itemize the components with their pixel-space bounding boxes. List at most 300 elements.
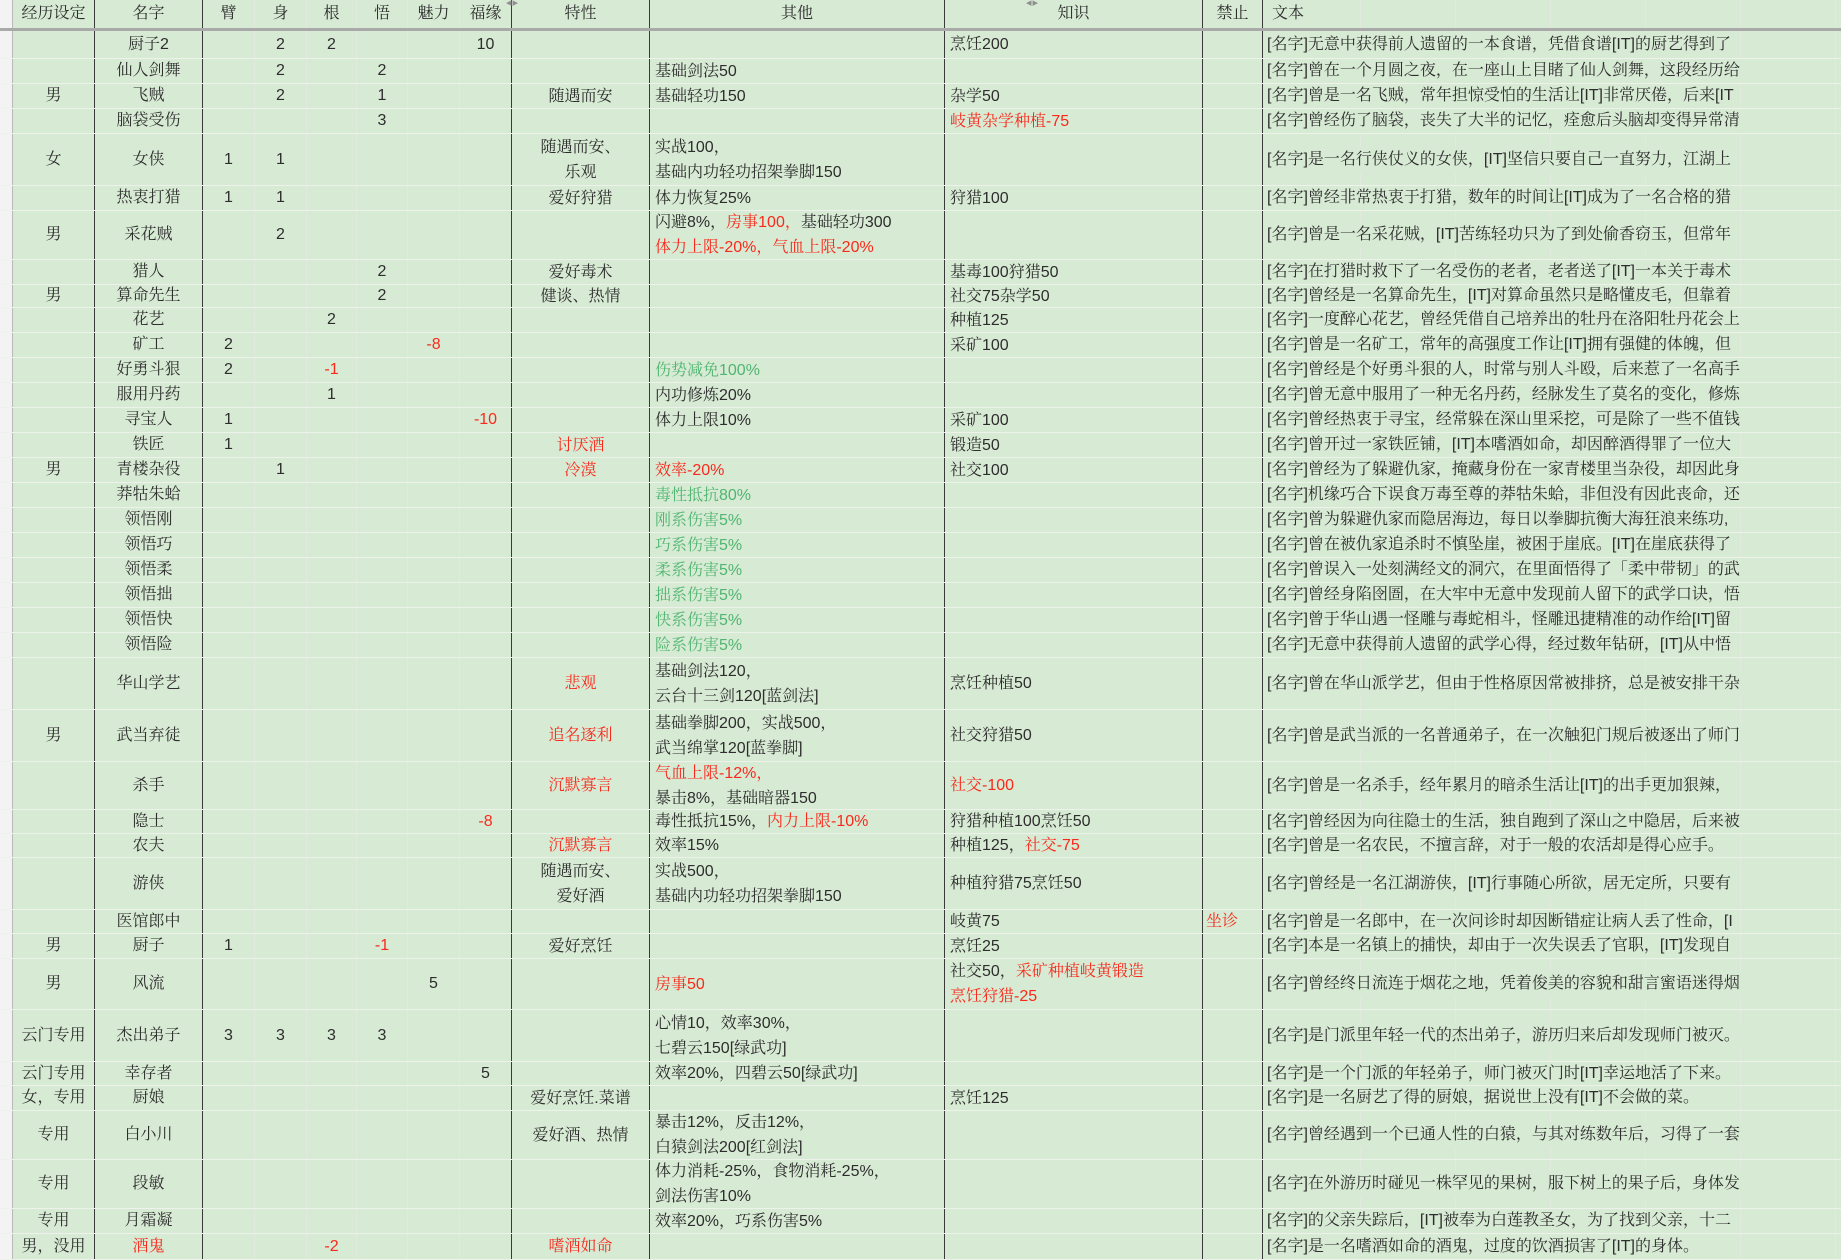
cell-setting[interactable] (13, 583, 95, 607)
cell-forbidden[interactable] (1203, 1234, 1263, 1259)
cell-forbidden[interactable] (1203, 109, 1263, 133)
cell-root[interactable]: 2 (307, 308, 357, 332)
cell-text[interactable] (1263, 762, 1841, 809)
cell-setting[interactable] (13, 633, 95, 657)
cell-setting[interactable]: 女 (13, 134, 95, 185)
cell-other[interactable] (650, 308, 945, 332)
cell-charm[interactable] (408, 858, 460, 909)
cell-charm[interactable] (408, 810, 460, 833)
cell-knowledge[interactable]: 社交75杂学50 (945, 285, 1203, 307)
cell-body[interactable] (255, 1160, 307, 1208)
cell-root[interactable] (307, 134, 357, 185)
cell-name[interactable]: 服用丹药 (95, 383, 203, 407)
cell-arm[interactable] (203, 59, 255, 83)
cell-knowledge[interactable]: 烹饪125 (945, 1086, 1203, 1110)
cell-name[interactable]: 女侠 (95, 134, 203, 185)
cell-setting[interactable] (13, 810, 95, 833)
cell-setting[interactable]: 男 (13, 710, 95, 761)
cell-luck[interactable] (460, 458, 512, 482)
cell-trait[interactable] (512, 508, 650, 532)
cell-text[interactable] (1263, 211, 1841, 259)
cell-knowledge[interactable]: 基毒100狩猎50 (945, 260, 1203, 284)
cell-setting[interactable]: 专用 (13, 1111, 95, 1159)
cell-root[interactable] (307, 810, 357, 833)
cell-other[interactable]: 快系伤害5% (650, 608, 945, 632)
cell-name[interactable]: 月霜凝 (95, 1209, 203, 1233)
cell-trait[interactable] (512, 109, 650, 133)
cell-arm[interactable] (203, 533, 255, 557)
cell-other[interactable]: 柔系伤害5% (650, 558, 945, 582)
cell-text[interactable] (1263, 858, 1841, 909)
cell-name[interactable]: 寻宝人 (95, 408, 203, 432)
cell-name[interactable]: 武当弃徒 (95, 710, 203, 761)
cell-text[interactable] (1263, 84, 1841, 108)
cell-luck[interactable] (460, 533, 512, 557)
cell-charm[interactable] (408, 308, 460, 332)
cell-name[interactable]: 铁匠 (95, 433, 203, 457)
cell-body[interactable] (255, 285, 307, 307)
cell-luck[interactable] (460, 1086, 512, 1110)
cell-root[interactable] (307, 608, 357, 632)
cell-knowledge[interactable] (945, 211, 1203, 259)
cell-setting[interactable] (13, 358, 95, 382)
header-text[interactable]: 文本 (1263, 0, 1841, 28)
cell-text[interactable] (1263, 834, 1841, 857)
cell-trait[interactable]: 沉默寡言 (512, 762, 650, 809)
cell-luck[interactable] (460, 762, 512, 809)
cell-root[interactable] (307, 1160, 357, 1208)
cell-arm[interactable] (203, 959, 255, 1009)
cell-comprehension[interactable] (357, 858, 408, 909)
cell-arm[interactable] (203, 483, 255, 507)
cell-text[interactable] (1263, 810, 1841, 833)
cell-name[interactable]: 采花贼 (95, 211, 203, 259)
header-charm[interactable]: 魅力 (408, 0, 460, 28)
cell-body[interactable] (255, 1062, 307, 1085)
cell-body[interactable] (255, 608, 307, 632)
cell-name[interactable]: 仙人剑舞 (95, 59, 203, 83)
cell-other[interactable] (650, 910, 945, 933)
header-forbidden[interactable]: 禁止 (1203, 0, 1263, 28)
cell-forbidden[interactable] (1203, 1010, 1263, 1061)
cell-name[interactable]: 莽牯朱蛤 (95, 483, 203, 507)
cell-body[interactable] (255, 333, 307, 357)
cell-name[interactable]: 矿工 (95, 333, 203, 357)
cell-trait[interactable] (512, 358, 650, 382)
cell-arm[interactable]: 2 (203, 358, 255, 382)
cell-arm[interactable] (203, 508, 255, 532)
cell-knowledge[interactable]: 烹饪25 (945, 934, 1203, 958)
cell-arm[interactable] (203, 1086, 255, 1110)
cell-other[interactable]: 内功修炼20% (650, 383, 945, 407)
cell-charm[interactable] (408, 1086, 460, 1110)
cell-charm[interactable] (408, 558, 460, 582)
cell-arm[interactable]: 1 (203, 433, 255, 457)
cell-forbidden[interactable] (1203, 458, 1263, 482)
cell-knowledge[interactable] (945, 1111, 1203, 1159)
cell-comprehension[interactable]: 3 (357, 1010, 408, 1061)
cell-forbidden[interactable] (1203, 858, 1263, 909)
cell-forbidden[interactable] (1203, 934, 1263, 958)
cell-setting[interactable] (13, 59, 95, 83)
cell-trait[interactable] (512, 211, 650, 259)
cell-trait[interactable] (512, 59, 650, 83)
cell-text[interactable] (1263, 658, 1841, 709)
cell-setting[interactable] (13, 260, 95, 284)
cell-forbidden[interactable] (1203, 285, 1263, 307)
cell-root[interactable]: -1 (307, 358, 357, 382)
cell-luck[interactable]: -8 (460, 810, 512, 833)
cell-knowledge[interactable] (945, 633, 1203, 657)
cell-comprehension[interactable] (357, 458, 408, 482)
cell-text[interactable] (1263, 285, 1841, 307)
cell-comprehension[interactable] (357, 710, 408, 761)
cell-root[interactable]: -2 (307, 1234, 357, 1259)
cell-name[interactable]: 杀手 (95, 762, 203, 809)
cell-name[interactable]: 厨子2 (95, 31, 203, 58)
cell-charm[interactable] (408, 134, 460, 185)
cell-charm[interactable]: -8 (408, 333, 460, 357)
cell-body[interactable] (255, 1111, 307, 1159)
cell-name[interactable]: 好勇斗狠 (95, 358, 203, 382)
cell-charm[interactable] (408, 608, 460, 632)
cell-comprehension[interactable] (357, 134, 408, 185)
cell-other[interactable] (650, 934, 945, 958)
cell-body[interactable] (255, 308, 307, 332)
cell-comprehension[interactable] (357, 558, 408, 582)
cell-knowledge[interactable]: 狩猎种植100烹饪50 (945, 810, 1203, 833)
cell-charm[interactable] (408, 483, 460, 507)
cell-arm[interactable] (203, 383, 255, 407)
cell-comprehension[interactable] (357, 1160, 408, 1208)
cell-body[interactable]: 1 (255, 134, 307, 185)
cell-setting[interactable]: 云门专用 (13, 1010, 95, 1061)
cell-trait[interactable]: 随遇而安 (512, 84, 650, 108)
cell-root[interactable] (307, 508, 357, 532)
cell-text[interactable] (1263, 1086, 1841, 1110)
cell-root[interactable] (307, 658, 357, 709)
header-knowledge[interactable]: 知识 (945, 0, 1203, 28)
cell-comprehension[interactable] (357, 1234, 408, 1259)
cell-forbidden[interactable] (1203, 358, 1263, 382)
cell-body[interactable] (255, 1234, 307, 1259)
cell-luck[interactable]: 5 (460, 1062, 512, 1085)
cell-knowledge[interactable]: 烹饪种植50 (945, 658, 1203, 709)
cell-name[interactable]: 飞贼 (95, 84, 203, 108)
cell-arm[interactable] (203, 762, 255, 809)
cell-text[interactable] (1263, 433, 1841, 457)
cell-other[interactable]: 体力消耗-25%，食物消耗-25%， 剑法伤害10% (650, 1160, 945, 1208)
cell-body[interactable] (255, 910, 307, 933)
cell-forbidden[interactable] (1203, 710, 1263, 761)
cell-other[interactable]: 房事50 (650, 959, 945, 1009)
cell-luck[interactable] (460, 583, 512, 607)
cell-comprehension[interactable] (357, 583, 408, 607)
cell-setting[interactable] (13, 483, 95, 507)
cell-arm[interactable]: 1 (203, 186, 255, 210)
cell-arm[interactable] (203, 1209, 255, 1233)
cell-other[interactable] (650, 31, 945, 58)
cell-knowledge[interactable] (945, 134, 1203, 185)
cell-comprehension[interactable] (357, 31, 408, 58)
cell-comprehension[interactable] (357, 211, 408, 259)
cell-body[interactable] (255, 658, 307, 709)
cell-arm[interactable] (203, 211, 255, 259)
cell-root[interactable] (307, 186, 357, 210)
cell-body[interactable] (255, 109, 307, 133)
cell-body[interactable] (255, 834, 307, 857)
cell-trait[interactable] (512, 1209, 650, 1233)
cell-comprehension[interactable] (357, 658, 408, 709)
cell-root[interactable] (307, 934, 357, 958)
cell-charm[interactable] (408, 633, 460, 657)
cell-comprehension[interactable] (357, 383, 408, 407)
cell-setting[interactable] (13, 658, 95, 709)
cell-setting[interactable] (13, 558, 95, 582)
cell-arm[interactable] (203, 658, 255, 709)
cell-trait[interactable]: 随遇而安、 爱好酒 (512, 858, 650, 909)
cell-other[interactable]: 闪避8%，房事100，基础轻功300 体力上限-20%，气血上限-20% (650, 211, 945, 259)
cell-other[interactable] (650, 109, 945, 133)
cell-other[interactable]: 基础剑法50 (650, 59, 945, 83)
cell-body[interactable] (255, 358, 307, 382)
cell-arm[interactable] (203, 858, 255, 909)
cell-body[interactable] (255, 934, 307, 958)
cell-text[interactable] (1263, 31, 1841, 58)
cell-text[interactable] (1263, 508, 1841, 532)
header-comprehension[interactable]: 悟 (357, 0, 408, 28)
cell-other[interactable]: 刚系伤害5% (650, 508, 945, 532)
cell-luck[interactable] (460, 858, 512, 909)
cell-comprehension[interactable] (357, 608, 408, 632)
header-name[interactable]: 名字 (95, 0, 203, 28)
cell-setting[interactable]: 专用 (13, 1160, 95, 1208)
cell-forbidden[interactable] (1203, 211, 1263, 259)
cell-charm[interactable] (408, 186, 460, 210)
cell-knowledge[interactable]: 烹饪200 (945, 31, 1203, 58)
cell-arm[interactable] (203, 458, 255, 482)
cell-arm[interactable] (203, 308, 255, 332)
cell-body[interactable] (255, 1209, 307, 1233)
cell-other[interactable]: 体力恢复25% (650, 186, 945, 210)
cell-luck[interactable] (460, 211, 512, 259)
cell-forbidden[interactable] (1203, 558, 1263, 582)
cell-trait[interactable] (512, 810, 650, 833)
cell-root[interactable] (307, 1209, 357, 1233)
cell-knowledge[interactable] (945, 1010, 1203, 1061)
cell-forbidden[interactable] (1203, 260, 1263, 284)
cell-other[interactable] (650, 285, 945, 307)
cell-luck[interactable] (460, 1209, 512, 1233)
cell-name[interactable]: 段敏 (95, 1160, 203, 1208)
cell-root[interactable]: 1 (307, 383, 357, 407)
cell-forbidden[interactable] (1203, 308, 1263, 332)
cell-luck[interactable] (460, 1010, 512, 1061)
cell-arm[interactable] (203, 31, 255, 58)
cell-charm[interactable] (408, 408, 460, 432)
cell-luck[interactable] (460, 333, 512, 357)
cell-comprehension[interactable] (357, 508, 408, 532)
cell-trait[interactable] (512, 31, 650, 58)
cell-luck[interactable] (460, 285, 512, 307)
cell-setting[interactable] (13, 186, 95, 210)
cell-luck[interactable] (460, 109, 512, 133)
cell-root[interactable] (307, 211, 357, 259)
cell-luck[interactable] (460, 558, 512, 582)
cell-body[interactable] (255, 383, 307, 407)
cell-knowledge[interactable]: 岐黄75 (945, 910, 1203, 933)
cell-text[interactable] (1263, 483, 1841, 507)
cell-forbidden[interactable] (1203, 762, 1263, 809)
cell-name[interactable]: 脑袋受伤 (95, 109, 203, 133)
cell-luck[interactable] (460, 608, 512, 632)
cell-luck[interactable] (460, 59, 512, 83)
cell-charm[interactable] (408, 1111, 460, 1159)
cell-comprehension[interactable] (357, 358, 408, 382)
cell-luck[interactable] (460, 186, 512, 210)
cell-root[interactable] (307, 433, 357, 457)
cell-other[interactable]: 效率-20% (650, 458, 945, 482)
cell-text[interactable] (1263, 934, 1841, 958)
cell-arm[interactable] (203, 810, 255, 833)
cell-name[interactable]: 杰出弟子 (95, 1010, 203, 1061)
cell-name[interactable]: 热衷打猎 (95, 186, 203, 210)
cell-charm[interactable] (408, 31, 460, 58)
cell-knowledge[interactable]: 种植狩猎75烹饪50 (945, 858, 1203, 909)
header-root[interactable]: 根 (307, 0, 357, 28)
cell-knowledge[interactable]: 狩猎100 (945, 186, 1203, 210)
cell-name[interactable]: 算命先生 (95, 285, 203, 307)
cell-charm[interactable] (408, 658, 460, 709)
cell-name[interactable]: 酒鬼 (95, 1234, 203, 1259)
cell-setting[interactable]: 女，专用 (13, 1086, 95, 1110)
cell-forbidden[interactable] (1203, 59, 1263, 83)
cell-root[interactable]: 2 (307, 31, 357, 58)
cell-other[interactable]: 拙系伤害5% (650, 583, 945, 607)
cell-root[interactable] (307, 1086, 357, 1110)
cell-trait[interactable] (512, 533, 650, 557)
cell-trait[interactable]: 嗜酒如命 (512, 1234, 650, 1259)
cell-text[interactable] (1263, 134, 1841, 185)
cell-knowledge[interactable] (945, 1234, 1203, 1259)
cell-trait[interactable] (512, 1160, 650, 1208)
cell-forbidden[interactable] (1203, 533, 1263, 557)
cell-arm[interactable]: 2 (203, 333, 255, 357)
cell-text[interactable] (1263, 458, 1841, 482)
cell-forbidden[interactable] (1203, 1062, 1263, 1085)
cell-body[interactable] (255, 633, 307, 657)
cell-text[interactable] (1263, 1160, 1841, 1208)
cell-body[interactable] (255, 762, 307, 809)
cell-charm[interactable] (408, 59, 460, 83)
cell-luck[interactable] (460, 1111, 512, 1159)
cell-text[interactable] (1263, 260, 1841, 284)
cell-forbidden[interactable] (1203, 383, 1263, 407)
cell-setting[interactable] (13, 433, 95, 457)
cell-trait[interactable] (512, 910, 650, 933)
cell-name[interactable]: 农夫 (95, 834, 203, 857)
cell-charm[interactable] (408, 910, 460, 933)
cell-knowledge[interactable] (945, 508, 1203, 532)
cell-forbidden[interactable] (1203, 608, 1263, 632)
cell-luck[interactable] (460, 710, 512, 761)
cell-trait[interactable] (512, 383, 650, 407)
cell-forbidden[interactable] (1203, 134, 1263, 185)
cell-arm[interactable] (203, 583, 255, 607)
cell-text[interactable] (1263, 1234, 1841, 1259)
cell-name[interactable]: 白小川 (95, 1111, 203, 1159)
cell-body[interactable]: 2 (255, 59, 307, 83)
cell-knowledge[interactable]: 杂学50 (945, 84, 1203, 108)
cell-luck[interactable] (460, 910, 512, 933)
cell-setting[interactable]: 男 (13, 458, 95, 482)
cell-other[interactable]: 毒性抵抗80% (650, 483, 945, 507)
cell-comprehension[interactable] (357, 308, 408, 332)
cell-body[interactable] (255, 483, 307, 507)
cell-arm[interactable] (203, 84, 255, 108)
cell-text[interactable] (1263, 383, 1841, 407)
cell-luck[interactable] (460, 1234, 512, 1259)
cell-root[interactable] (307, 583, 357, 607)
cell-charm[interactable] (408, 358, 460, 382)
cell-setting[interactable] (13, 762, 95, 809)
cell-luck[interactable] (460, 834, 512, 857)
cell-charm[interactable] (408, 710, 460, 761)
cell-name[interactable]: 领悟刚 (95, 508, 203, 532)
cell-charm[interactable] (408, 433, 460, 457)
cell-root[interactable] (307, 285, 357, 307)
cell-setting[interactable] (13, 910, 95, 933)
cell-trait[interactable] (512, 633, 650, 657)
cell-name[interactable]: 领悟拙 (95, 583, 203, 607)
cell-comprehension[interactable] (357, 1111, 408, 1159)
cell-comprehension[interactable] (357, 1062, 408, 1085)
cell-body[interactable] (255, 433, 307, 457)
cell-root[interactable] (307, 1062, 357, 1085)
cell-root[interactable] (307, 458, 357, 482)
header-body[interactable]: 身 (255, 0, 307, 28)
cell-body[interactable] (255, 408, 307, 432)
cell-trait[interactable]: 爱好狩猎 (512, 186, 650, 210)
cell-root[interactable] (307, 59, 357, 83)
cell-luck[interactable] (460, 308, 512, 332)
cell-trait[interactable] (512, 333, 650, 357)
cell-forbidden[interactable] (1203, 433, 1263, 457)
cell-knowledge[interactable]: 岐黄杂学种植-75 (945, 109, 1203, 133)
cell-root[interactable] (307, 633, 357, 657)
cell-setting[interactable] (13, 333, 95, 357)
cell-knowledge[interactable]: 种植125 (945, 308, 1203, 332)
cell-trait[interactable] (512, 483, 650, 507)
cell-knowledge[interactable] (945, 1062, 1203, 1085)
cell-comprehension[interactable] (357, 834, 408, 857)
cell-trait[interactable]: 悲观 (512, 658, 650, 709)
cell-text[interactable] (1263, 959, 1841, 1009)
cell-body[interactable] (255, 710, 307, 761)
cell-arm[interactable] (203, 608, 255, 632)
cell-other[interactable]: 伤势减免100% (650, 358, 945, 382)
cell-knowledge[interactable] (945, 608, 1203, 632)
cell-name[interactable]: 领悟快 (95, 608, 203, 632)
cell-name[interactable]: 猎人 (95, 260, 203, 284)
cell-body[interactable]: 2 (255, 84, 307, 108)
cell-arm[interactable] (203, 910, 255, 933)
cell-text[interactable] (1263, 109, 1841, 133)
cell-forbidden[interactable] (1203, 1086, 1263, 1110)
cell-charm[interactable] (408, 533, 460, 557)
cell-knowledge[interactable] (945, 558, 1203, 582)
cell-trait[interactable]: 追名逐利 (512, 710, 650, 761)
